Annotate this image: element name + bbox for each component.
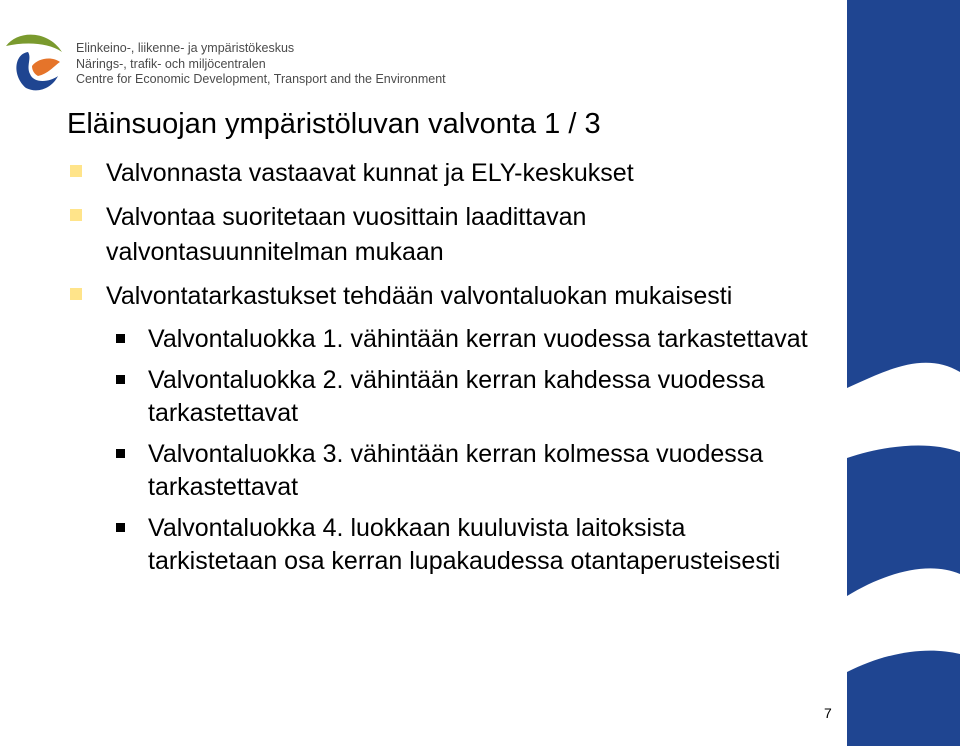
sub-bullet-item <box>114 364 810 430</box>
sub-bullet-text: Valvontaluokka 3. vähintään kerran kolmessa vuodessa tarkastettavat <box>148 440 764 501</box>
bullet-text: Valvontaa suoritetaan vuosittain laadittavan valvontasuunnitelman mukaan <box>106 203 587 266</box>
org-name-english: Centre for Economic Development, Transport and the Environment <box>76 72 446 86</box>
bullet-item <box>70 279 810 314</box>
sub-bullet-text: Valvontaluokka 1. vähintään kerran vuodessa tarkastettavat <box>148 325 808 353</box>
ely-logo <box>4 30 66 94</box>
square-bullet-icon <box>116 375 125 384</box>
sub-bullet-item <box>114 323 810 356</box>
square-bullet-icon <box>116 523 125 532</box>
square-bullet-icon <box>70 209 82 221</box>
bullet-item <box>70 200 810 270</box>
slide-content <box>70 156 810 586</box>
org-name-finnish: Elinkeino-, liikenne- ja ympäristökeskus <box>76 41 295 55</box>
sub-bullet-text: Valvontaluokka 4. luokkaan kuuluvista laitoksista tarkistetaan osa kerran lupakaudessa otantaperusteisesti <box>148 514 781 575</box>
slide-title: Eläinsuojan ympäristöluvan valvonta 1 / 3 <box>67 108 601 140</box>
page-number: 7 <box>824 705 832 721</box>
square-bullet-icon <box>70 288 82 300</box>
square-bullet-icon <box>70 165 82 177</box>
org-name-swedish: Närings-, trafik- och miljöcentralen <box>76 56 266 71</box>
square-bullet-icon <box>116 449 125 458</box>
square-bullet-icon <box>116 334 125 343</box>
bullet-item <box>70 156 810 191</box>
decorative-wave-bands <box>843 0 960 746</box>
sub-bullet-item <box>114 512 810 578</box>
sub-bullet-text: Valvontaluokka 2. vähintään kerran kahdessa vuodessa tarkastettavat <box>148 366 765 427</box>
bullet-text: Valvontatarkastukset tehdään valvontaluokan mukaisesti <box>106 282 733 310</box>
organization-name <box>76 41 446 88</box>
sub-bullet-item <box>114 438 810 504</box>
bullet-text: Valvonnasta vastaavat kunnat ja ELY-keskukset <box>106 159 634 187</box>
